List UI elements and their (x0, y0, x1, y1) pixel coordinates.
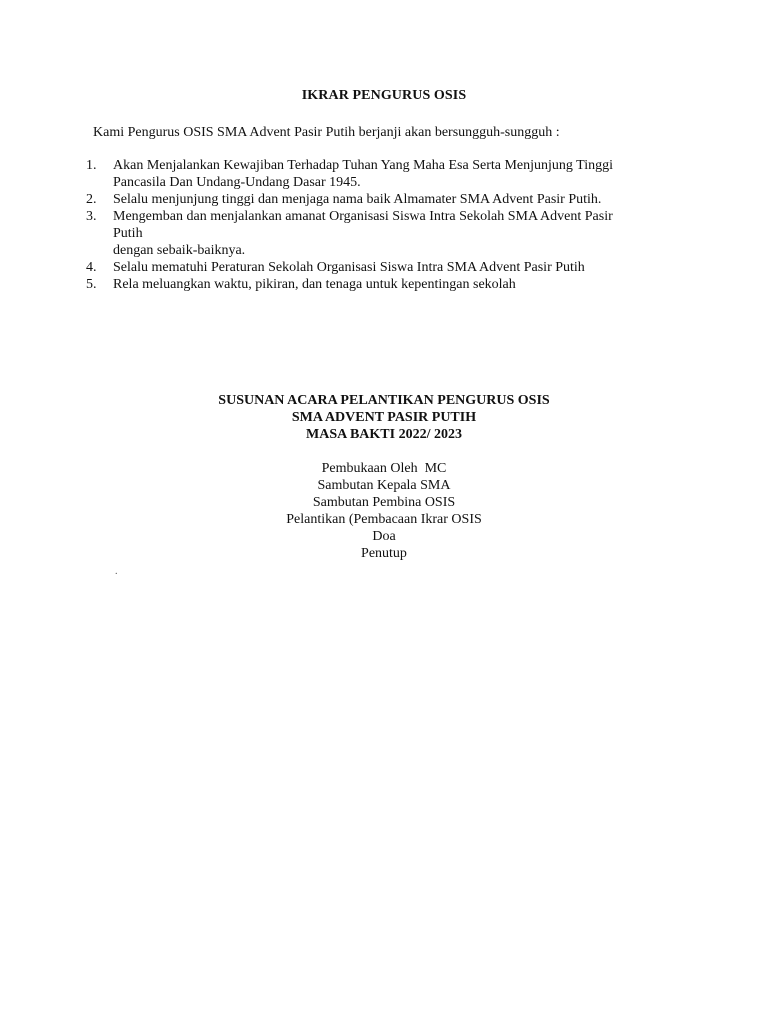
pledge-text-line: Putih (113, 226, 143, 241)
pledge-item (86, 191, 686, 208)
pledge-item (86, 208, 686, 259)
pledge-text-line: Selalu menjunjung tinggi dan menjaga nama baik Almamater SMA Advent Pasir Putih. (113, 192, 602, 207)
pledge-number: 4. (86, 260, 97, 275)
agenda-heading-line: MASA BAKTI 2022/ 2023 (306, 427, 462, 442)
pledge-text-line: Selalu mematuhi Peraturan Sekolah Organisasi Siswa Intra SMA Advent Pasir Putih (113, 260, 585, 275)
pledge-text-line: Rela meluangkan waktu, pikiran, dan tenaga untuk kepentingan sekolah (113, 277, 516, 292)
agenda-item: Doa (372, 529, 396, 544)
agenda-item: Sambutan Kepala SMA (317, 478, 451, 493)
pledge-text-line: Akan Menjalankan Kewajiban Terhadap Tuhan Yang Maha Esa Serta Menjunjung Tinggi (113, 158, 613, 173)
pledge-intro: Kami Pengurus OSIS SMA Advent Pasir Putih berjanji akan bersungguh-sungguh : (93, 125, 560, 140)
pledge-item (86, 259, 686, 276)
agenda-list (0, 460, 768, 562)
pledge-text-line: Mengemban dan menjalankan amanat Organisasi Siswa Intra Sekolah SMA Advent Pasir (113, 209, 613, 224)
pledge-number: 5. (86, 277, 97, 292)
pledge-list (86, 157, 686, 293)
agenda-item: Pembukaan Oleh MC (321, 461, 447, 476)
agenda-heading-line: SUSUNAN ACARA PELANTIKAN PENGURUS OSIS (218, 393, 550, 408)
agenda-heading-line: SMA ADVENT PASIR PUTIH (291, 410, 477, 425)
agenda-heading (0, 392, 768, 443)
agenda-item: Sambutan Pembina OSIS (312, 495, 456, 510)
pledge-number: 2. (86, 192, 97, 207)
pledge-item (86, 276, 686, 293)
pledge-number: 1. (86, 158, 97, 173)
stray-mark: . (115, 566, 118, 577)
pledge-item (86, 157, 686, 191)
agenda-item: Pelantikan (Pembacaan Ikrar OSIS (286, 512, 482, 527)
pledge-text-line: dengan sebaik-baiknya. (113, 243, 246, 258)
document-title: IKRAR PENGURUS OSIS (301, 88, 467, 103)
agenda-item: Penutup (361, 546, 407, 561)
pledge-number: 3. (86, 209, 97, 224)
pledge-text-line: Pancasila Dan Undang-Undang Dasar 1945. (113, 175, 361, 190)
